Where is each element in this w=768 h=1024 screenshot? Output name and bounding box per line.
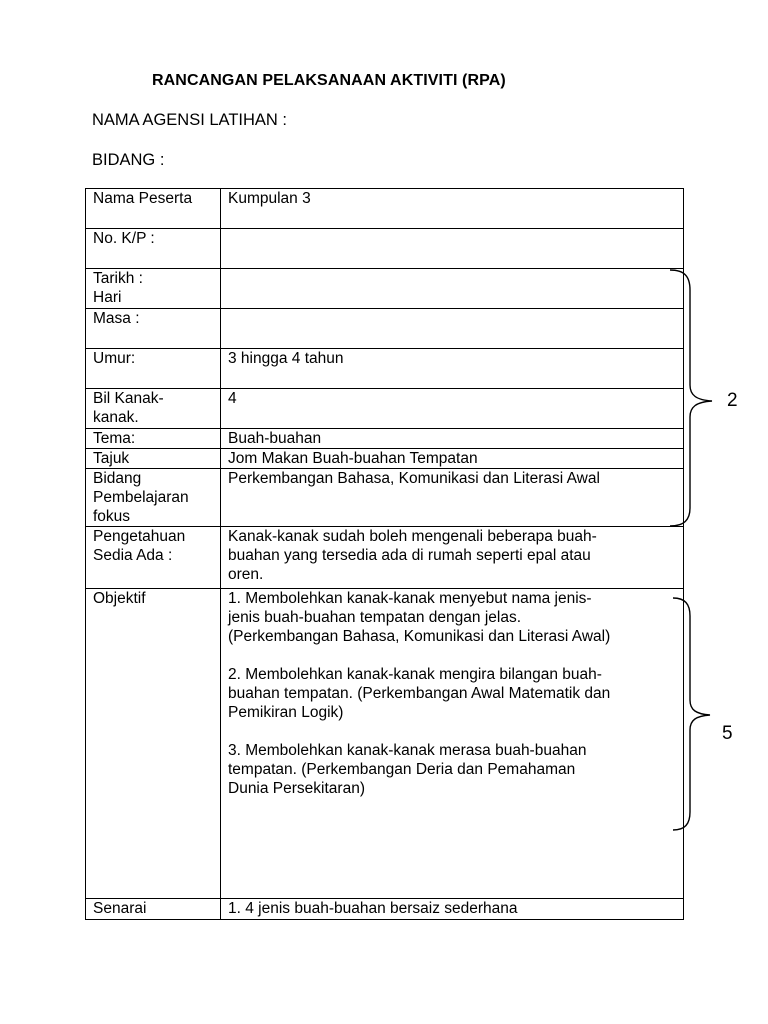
row-value: Kumpulan 3 [221, 189, 684, 229]
objective-item: 3. Membolehkan kanak-kanak merasa buah-buahan tempatan. (Perkembangan Deria dan Pemahaman Dunia Persekitaran) [228, 742, 587, 797]
table-row [86, 269, 684, 309]
row-label: Objektif [86, 589, 221, 899]
table-row [86, 527, 684, 589]
row-label: Umur: [86, 349, 221, 389]
table-row [86, 449, 684, 469]
agency-label: NAMA AGENSI LATIHAN : [92, 111, 287, 129]
row-value: Jom Makan Buah-buahan Tempatan [221, 449, 684, 469]
row-label: Tarikh : Hari [86, 269, 221, 309]
rpa-table [85, 188, 684, 920]
row-label: Tajuk [86, 449, 221, 469]
field-label: BIDANG : [92, 151, 165, 169]
row-value: 1. 4 jenis buah-buahan bersaiz sederhana [221, 899, 684, 920]
row-value: Buah-buahan [221, 429, 684, 449]
row-value: Perkembangan Bahasa, Komunikasi dan Literasi Awal [221, 469, 684, 527]
row-label: Senarai [86, 899, 221, 920]
row-value: 3 hingga 4 tahun [221, 349, 684, 389]
table-row [86, 189, 684, 229]
table-row [86, 899, 684, 920]
row-label: Nama Peserta [86, 189, 221, 229]
row-value [221, 589, 684, 899]
table-row [86, 389, 684, 429]
table-row [86, 469, 684, 527]
row-label: Masa : [86, 309, 221, 349]
table-row [86, 229, 684, 269]
table-row [86, 429, 684, 449]
objective-item: 2. Membolehkan kanak-kanak mengira bilangan buah- buahan tempatan. (Perkembangan Awal Matematik dan Pemikiran Logik) [228, 666, 611, 721]
table-row [86, 589, 684, 899]
document-title: RANCANGAN PELAKSANAAN AKTIVITI (RPA) [152, 72, 506, 89]
row-label: Pengetahuan Sedia Ada : [86, 527, 221, 589]
row-label: Bil Kanak- kanak. [86, 389, 221, 429]
row-label: Tema: [86, 429, 221, 449]
table-row [86, 309, 684, 349]
brace-mark-upper: 2 [727, 390, 738, 411]
row-value [221, 269, 684, 309]
row-label: No. K/P : [86, 229, 221, 269]
row-label: Bidang Pembelajaran fokus [86, 469, 221, 527]
row-value [221, 309, 684, 349]
objective-item: 1. Membolehkan kanak-kanak menyebut nama jenis- jenis buah-buahan tempatan dengan jelas. (Perkembangan Bahasa, Komunikasi dan Literasi Awal) [228, 590, 611, 645]
table-row [86, 349, 684, 389]
row-value [221, 229, 684, 269]
brace-mark-lower: 5 [722, 723, 733, 744]
row-value: Kanak-kanak sudah boleh mengenali beberapa buah- buahan yang tersedia ada di rumah seperti epal atau oren. [221, 527, 684, 589]
row-value: 4 [221, 389, 684, 429]
